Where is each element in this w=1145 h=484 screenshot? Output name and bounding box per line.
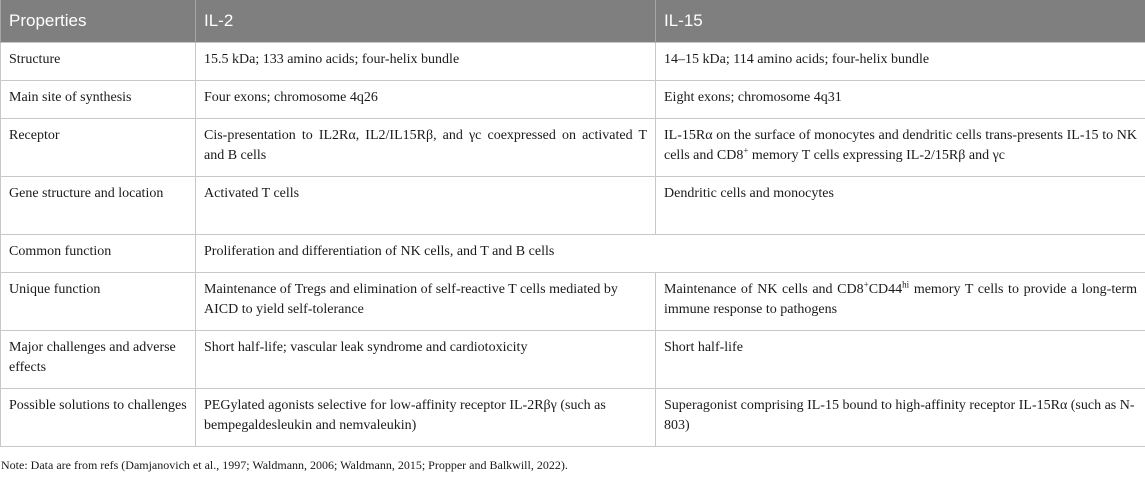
cell-il2: Four exons; chromosome 4q26 [196,81,656,119]
table-row-gene [1,177,1145,235]
table-row-common [1,235,1145,273]
header-properties: Properties [1,0,196,43]
table-note: Note: Data are from refs (Damjanovich et al., 1997; Waldmann, 2006; Waldmann, 2015; Propper and Balkwill, 2022). [1,458,568,472]
cell-il2: Cis-presentation to IL2Rα, IL2/IL15Rβ, and γc coexpressed on activated T and B cells [196,119,656,177]
cell-common: Proliferation and differentiation of NK cells, and T and B cells [196,235,1145,273]
row-label: Common function [1,235,196,273]
text-segment: memory T cells to provide a long-term immune response to pathogens [664,282,1138,317]
row-label: Structure [1,43,196,81]
superscript: + [743,145,749,156]
cell-il15: Dendritic cells and monocytes [656,177,1145,235]
table-body [1,43,1145,447]
text-segment: CD44 [868,282,903,297]
cell-il2: Activated T cells [196,177,656,235]
row-label: Main site of synthesis [1,81,196,119]
row-label: Possible solutions to challenges [1,389,196,447]
header-il15: IL-15 [656,0,1145,43]
table-row-synthesis [1,81,1145,119]
table-header [1,0,1145,43]
superscript: + [863,279,869,290]
cell-il2: Short half-life; vascular leak syndrome and cardiotoxicity [196,331,656,389]
cell-il15: Superagonist comprising IL-15 bound to high-affinity receptor IL-15Rα (such as N-803) [656,389,1145,447]
table-row-challenges [1,331,1145,389]
cell-il15 [656,119,1145,177]
header-il2: IL-2 [196,0,656,43]
row-label: Major challenges and adverse effects [1,331,196,389]
table-row-receptor [1,119,1145,177]
table-row-structure [1,43,1145,81]
header-row [1,0,1145,43]
text-segment: Maintenance of NK cells and CD8 [664,282,864,297]
cell-il2: 15.5 kDa; 133 amino acids; four-helix bundle [196,43,656,81]
row-label: Unique function [1,273,196,331]
row-label: Receptor [1,119,196,177]
text-segment: IL-15Rα on the surface of monocytes and dendritic cells trans-presents IL-15 to NK cells and CD8 [664,128,1137,163]
table-row-solutions [1,389,1145,447]
table-row-unique [1,273,1145,331]
row-label: Gene structure and location [1,177,196,235]
cell-il2: Maintenance of Tregs and elimination of self-reactive T cells mediated by AICD to yield self-tolerance [196,273,656,331]
cell-il2: PEGylated agonists selective for low-affinity receptor IL-2Rβγ (such as bempegaldesleukin and nemvaleukin) [196,389,656,447]
cell-il15: Eight exons; chromosome 4q31 [656,81,1145,119]
text-segment: memory T cells expressing IL-2/15Rβ and γc [748,148,1005,163]
superscript: hi [902,279,910,290]
cell-il15: 14–15 kDa; 114 amino acids; four-helix bundle [656,43,1145,81]
cell-il15 [656,273,1145,331]
cell-il15: Short half-life [656,331,1145,389]
